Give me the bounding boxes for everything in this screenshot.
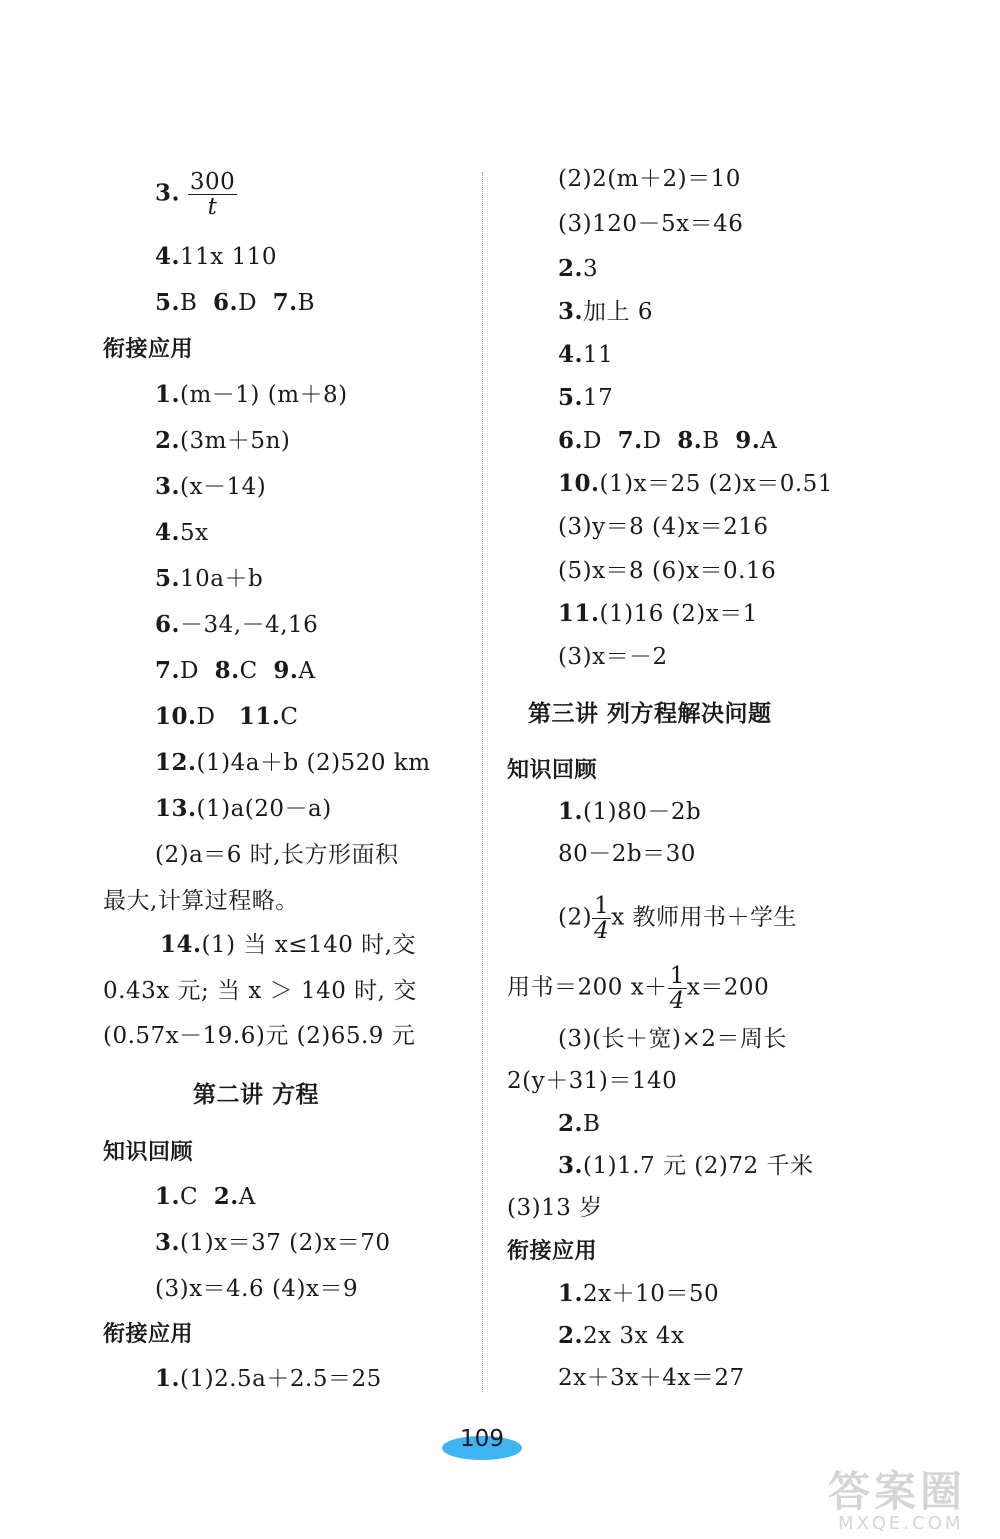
- section-heading-xianjie: 衔接应用: [103, 337, 194, 362]
- r-answer-6-9: 6.D 7.D 8.B 9.A: [558, 427, 778, 454]
- r-section-heading-zhishi: 知识回顾: [507, 758, 598, 783]
- section-title-lesson3: 第三讲 列方程解决问题: [528, 701, 772, 727]
- section-title-lesson2: 第二讲 方程: [193, 1082, 320, 1108]
- r-answer-2: 2.3: [558, 255, 599, 282]
- r-l3-answer-3: 3.(1)1.7 元 (2)72 千米: [558, 1152, 814, 1179]
- r-answer-1-3: (3)120－5x＝46: [558, 211, 744, 237]
- r-l3-answer-2: 2.B: [558, 1110, 601, 1137]
- r-answer-11-cont: (3)x＝－2: [558, 644, 668, 670]
- answer-6b: 6.－34,－4,16: [155, 611, 319, 638]
- r-answer-1-2: (2)2(m＋2)＝10: [558, 166, 741, 192]
- answer-l2-3-cont: (3)x＝4.6 (4)x＝9: [155, 1276, 359, 1302]
- r-l3-x-answer-2-eq: 2x＋3x＋4x＝27: [558, 1365, 745, 1391]
- r-answer-4: 4.11: [558, 341, 614, 368]
- r-answer-10: 10.(1)x＝25 (2)x＝0.51: [558, 470, 833, 497]
- answer-2: 2.(3m＋5n): [155, 427, 291, 454]
- r-l3-answer-1-2-cont: 用书＝200 x＋ $\frac{1}{4}$ x＝200: [507, 963, 770, 1014]
- page-number: 109: [450, 1426, 514, 1456]
- r-answer-3: 3.加上 6: [558, 298, 653, 325]
- answer-4b: 4.5x: [155, 519, 209, 546]
- fraction-one-quarter-2: $\frac{1}{4}$: [669, 963, 685, 1014]
- r-answer-10-cont2: (5)x＝8 (6)x＝0.16: [558, 558, 777, 584]
- answer-5-7: 5.B 6.D 7.B: [155, 289, 316, 316]
- r-l3-answer-1: 1.(1)80－2b: [558, 798, 702, 825]
- r-l3-answer-1-3: (3)(长＋宽)×2＝周长: [558, 1026, 787, 1052]
- fraction-300-over-t: $\frac{300}{t}$: [189, 169, 236, 220]
- fraction-one-quarter: $\frac{1}{4}$: [594, 893, 610, 944]
- answer-1: 1.(m－1) (m＋8): [155, 381, 348, 408]
- answer-5b: 5.10a＋b: [155, 565, 264, 592]
- answer-13-part2: (2)a＝6 时,长方形面积: [155, 842, 399, 868]
- answer-l2-x1: 1.(1)2.5a＋2.5＝25: [155, 1365, 382, 1392]
- section-heading-xianjie-2: 衔接应用: [103, 1322, 194, 1347]
- answer-3b: 3.(x－14): [155, 473, 267, 500]
- answer-14-cont2: (0.57x－19.6)元 (2)65.9 元: [103, 1023, 416, 1049]
- section-heading-zhishi: 知识回顾: [103, 1140, 194, 1165]
- r-l3-answer-1-3-eq: 2(y＋31)＝140: [507, 1068, 678, 1094]
- r-section-heading-xianjie: 衔接应用: [507, 1239, 598, 1264]
- answer-12: 12.(1)4a＋b (2)520 km: [155, 749, 431, 776]
- answer-14-cont1: 0.43x 元; 当 x ＞ 140 时, 交: [103, 978, 417, 1004]
- answer-10-11: 10.D 11.C: [155, 703, 299, 730]
- answer-4: 4.11x 110: [155, 243, 277, 270]
- r-answer-5: 5.17: [558, 384, 614, 411]
- answer-l2-3: 3.(1)x＝37 (2)x＝70: [155, 1229, 391, 1256]
- r-l3-answer-3-cont: (3)13 岁: [507, 1195, 603, 1221]
- answer-7-9: 7.D 8.C 9.A: [155, 657, 316, 684]
- r-l3-x-answer-1: 1.2x＋10＝50: [558, 1280, 720, 1307]
- r-l3-x-answer-2: 2.2x 3x 4x: [558, 1322, 685, 1349]
- column-divider: [482, 172, 483, 1392]
- answer-13-part2-cont: 最大,计算过程略。: [103, 888, 299, 914]
- answer-13: 13.(1)a(20－a): [155, 795, 332, 822]
- answer-14: 14.(1) 当 x≤140 时,交: [160, 931, 416, 958]
- watermark-logo: 答案圈 MXQE.COM: [828, 1467, 967, 1534]
- r-l3-answer-1-eq: 80－2b＝30: [558, 841, 696, 867]
- answer-l2-1-2: 1.C 2.A: [155, 1183, 256, 1210]
- r-answer-10-cont1: (3)y＝8 (4)x＝216: [558, 514, 769, 540]
- r-l3-answer-1-2: (2) $\frac{1}{4}$ x 教师用书＋学生: [558, 893, 798, 944]
- r-answer-11: 11.(1)16 (2)x＝1: [558, 600, 758, 627]
- answer-3: 3. $\frac{300}{t}$: [155, 169, 236, 220]
